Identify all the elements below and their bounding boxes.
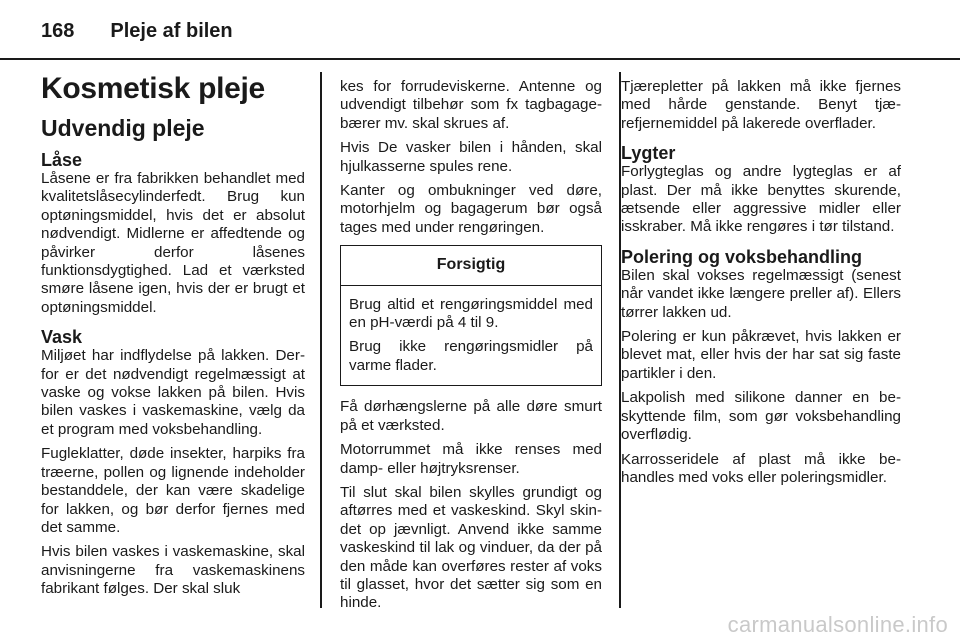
- section-title: Kosmetisk pleje: [41, 72, 265, 105]
- paragraph: Bilen skal vokses regelmæssigt (senest når vandet ikke længere preller af). Ellers tørrer lakken ud.: [621, 266, 901, 321]
- caution-body: [341, 286, 601, 386]
- paragraph: Til slut skal bilen skylles grundigt og aftørres med et vaskeskind. Skyl skindet op jævnligt. Anvend ikke samme vaskeskind til lak og vinduer, da der på den måde kan overføres rester af voks til glasset, hvor det sætter sig som en hinde.: [340, 483, 602, 612]
- column-1: [41, 72, 305, 605]
- column-divider-1: [320, 72, 322, 608]
- paragraph: kes for forrudeviskerne. Antenne og udvendigt tilbehør som fx tagbagagebærer mv. skal skrues af.: [340, 78, 602, 132]
- header-rule: [0, 58, 960, 60]
- heading-wash: Vask: [41, 327, 83, 348]
- paragraph: Polering er kun påkrævet, hvis lakken er blevet mat, eller hvis der har sat sig faste partikler i den.: [621, 328, 901, 382]
- paragraph: Hvis bilen vaskes i vaskemaskine, skal anvisningerne fra vaskemaskinens fabrikant følges. Der skal sluk: [41, 543, 305, 598]
- paragraph: Miljøet har indflydelse på lakken. Derfor er det nødvendigt regelmæssigt at vaske og vokse lakken på bilen. Hvis bilen vaskes i vaskemaskine, vælg da et program med voksbehandling.: [41, 347, 305, 438]
- heading-lights: Lygter: [621, 143, 676, 164]
- caution-title: Forsigtig: [341, 246, 601, 285]
- section-subtitle: Udvendig pleje: [41, 115, 205, 141]
- paragraph: Motorrummet må ikke renses med damp- eller højtryksrenser.: [340, 441, 602, 477]
- paragraph: Tjærepletter på lakken må ikke fjernes med hårde genstande. Benyt tjærefjernemiddel på lakerede overflader.: [621, 78, 901, 132]
- column-3: [621, 78, 901, 493]
- page-number: 168: [41, 20, 75, 42]
- heading-locks: Låse: [41, 150, 83, 170]
- chapter-title: Pleje af bilen: [110, 20, 233, 42]
- paragraph: Hvis De vasker bilen i hånden, skal hjulkasserne spules rene.: [340, 139, 602, 175]
- paragraph: Få dørhængslerne på alle døre smurt på et værksted.: [340, 398, 602, 434]
- paragraph: Lakpolish med silikone danner en beskyttende film, som gør voksbehandling overflødig.: [621, 389, 901, 444]
- heading-polishing: Polering og voksbehandling: [621, 246, 863, 267]
- watermark: carmanualsonline.info: [727, 612, 948, 637]
- paragraph: Karrosseridele af plast må ikke behandles med voks eller poleringsmidler.: [621, 450, 901, 486]
- caution-box: [340, 245, 602, 386]
- page-header: [41, 20, 233, 48]
- paragraph: Kanter og ombukninger ved døre, motorhjelm og bagagerum bør også tages med under rengøringen.: [340, 182, 602, 236]
- paragraph: Fugleklatter, døde insekter, harpiks fra træerne, pollen og lignende indeholder bestanddele, der kan være skadelige for lakken, og bør derfor fjernes med det samme.: [41, 445, 305, 536]
- paragraph: Forlygteglas og andre lygteglas er af plast. Der må ikke benyttes skurende, ætsende eller aggressive midler eller isskraber. Må ikke rengøres i tør tilstand.: [621, 163, 901, 236]
- column-2: [340, 78, 602, 619]
- paragraph: Låsene er fra fabrikken behandlet med kvalitetslåsecylinderfedt. Brug kun optøningsmiddel, hvis det er absolut nødvendigt. Midlerne er affedtende og påvirker derfor låsenes funktionsdygtighed. Lad et værksted smøre låsene igen, hvis der er brugt et optøningsmiddel.: [41, 170, 305, 316]
- paragraph: Brug ikke rengøringsmidler på varme flader.: [349, 338, 593, 374]
- paragraph: Brug altid et rengøringsmiddel med en pH-værdi på 4 til 9.: [349, 295, 593, 332]
